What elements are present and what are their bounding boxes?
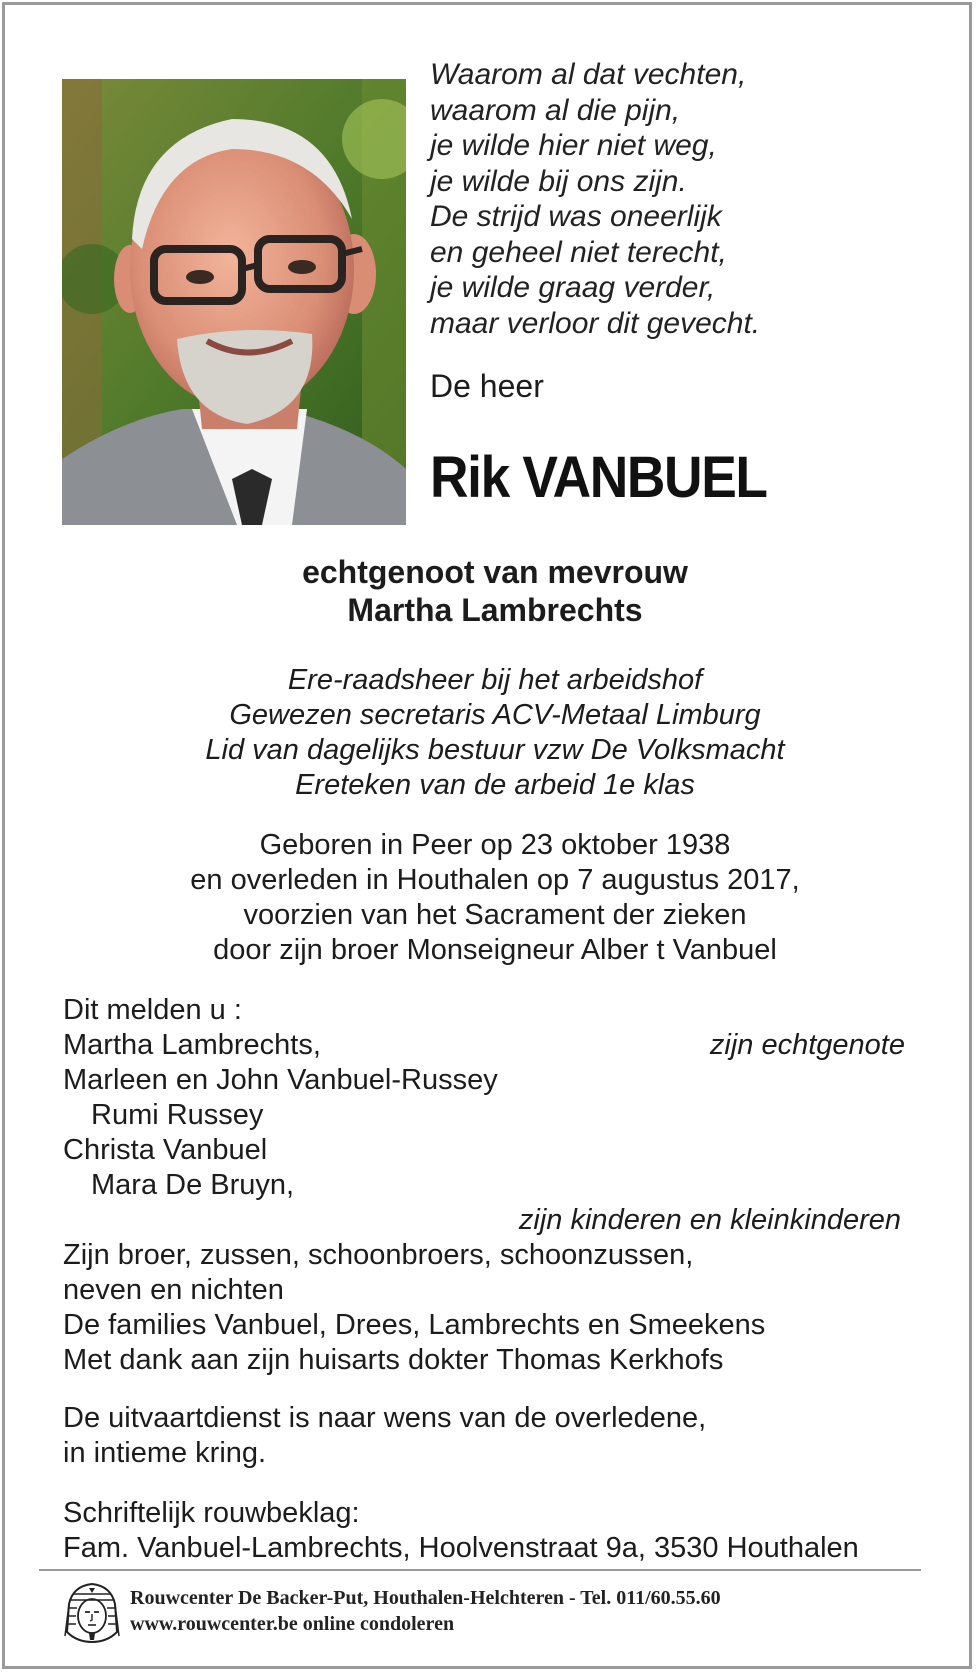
title-line: Ere-raadsheer bij het arbeidshof (287, 664, 703, 696)
poem-line: je wilde bij ons zijn. (430, 164, 687, 198)
family-other: neven en nichten (63, 1274, 284, 1306)
funeral-home-contact: Rouwcenter De Backer-Put, Houthalen-Helchteren - Tel. 011/60.55.60 (130, 1587, 721, 1609)
condolence-address: Fam. Vanbuel-Lambrechts, Hoolvenstraat 9a, 3530 Houthalen (63, 1532, 859, 1564)
title-line: Ereteken van de arbeid 1e klas (295, 769, 695, 801)
funeral-line: De uitvaartdienst is naar wens van de overledene, (63, 1402, 707, 1434)
spouse-block (45, 553, 945, 629)
family-grandchild: Mara De Bruyn, (91, 1169, 295, 1201)
family-child: Marleen en John Vanbuel-Russey (63, 1064, 498, 1096)
funeral-home-website[interactable]: www.rouwcenter.be online condoleren (130, 1613, 455, 1635)
family-child: Christa Vanbuel (63, 1134, 268, 1166)
family-spouse-role: zijn echtgenote (709, 1029, 905, 1061)
birth-death-line: en overleden in Houthalen op 7 augustus 2017, (190, 864, 800, 896)
poem-line: je wilde hier niet weg, (430, 129, 717, 162)
family-other: Met dank aan zijn huisarts dokter Thomas Kerkhofs (63, 1344, 724, 1376)
poem-line: en geheel niet terecht, (430, 235, 727, 269)
spouse-name: Martha Lambrechts (347, 592, 643, 628)
birth-death-line: Geboren in Peer op 23 oktober 1938 (259, 829, 731, 861)
funeral-line: in intieme kring. (63, 1437, 267, 1469)
family-grandchild: Rumi Russey (91, 1099, 264, 1131)
family-intro: Dit melden u : (63, 994, 242, 1026)
birth-death-line: door zijn broer Monseigneur Alber t Vanbuel (213, 934, 777, 966)
birth-death-block (45, 828, 945, 968)
birth-death-line: voorzien van het Sacrament der zieken (243, 899, 747, 931)
family-other: De families Vanbuel, Drees, Lambrechts en Smeekens (63, 1309, 766, 1341)
spouse-line: echtgenoot van mevrouw (302, 554, 688, 590)
poem-line: De strijd was oneerlijk (430, 200, 722, 233)
poem-line: waarom al die pijn, (430, 93, 681, 127)
footer-divider (39, 1569, 921, 1571)
deceased-name: Rik VANBUEL (430, 445, 767, 510)
pharaoh-logo-icon (63, 1582, 121, 1644)
family-spouse-name: Martha Lambrechts, (63, 1029, 321, 1061)
condolence-label: Schriftelijk rouwbeklag: (63, 1497, 360, 1529)
titles-list (45, 663, 945, 803)
obituary-card (2, 2, 972, 1669)
poem-line: maar verloor dit gevecht. (430, 306, 761, 340)
portrait-photo (62, 79, 406, 525)
family-other: Zijn broer, zussen, schoonbroers, schoonzussen, (63, 1239, 694, 1271)
title-line: Gewezen secretaris ACV-Metaal Limburg (229, 699, 761, 731)
honorific: De heer (430, 368, 544, 404)
poem-line: Waarom al dat vechten, (430, 58, 747, 91)
poem (430, 57, 760, 341)
poem-line: je wilde graag verder, (430, 271, 716, 304)
title-line: Lid van dagelijks bestuur vzw De Volksmacht (205, 734, 785, 766)
family-children-role: zijn kinderen en kleinkinderen (518, 1204, 901, 1236)
